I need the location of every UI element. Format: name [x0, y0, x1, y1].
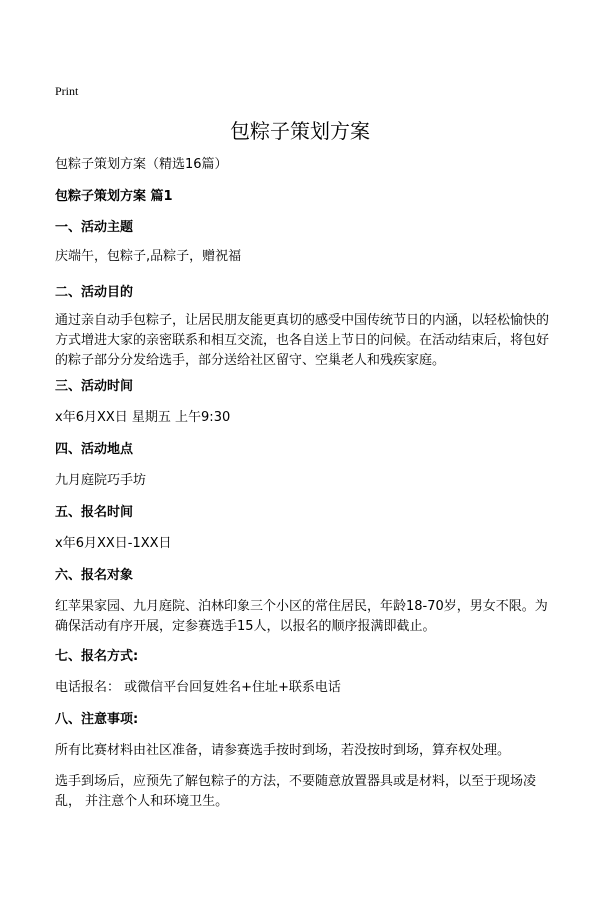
section-heading-signup-method: 七、报名方式: [55, 649, 139, 664]
section-body-theme: 庆端午，包粽子,品粽子，赠祝福 [55, 249, 242, 264]
section-heading-theme: 一、活动主题 [55, 220, 134, 235]
section-heading-purpose: 二、活动目的 [55, 285, 134, 300]
document-subtitle: 包粽子策划方案（精选16篇） [55, 157, 228, 172]
section-heading-location: 四、活动地点 [55, 442, 134, 457]
final-paragraph: 选手到场后，应预先了解包粽子的方法，不要随意放置器具或是材料，以至于现场凌乱， 并注意个人和环境卫生。 [55, 774, 537, 809]
section-body-location: 九月庭院巧手坊 [55, 473, 147, 488]
section-heading-notes: 八、注意事项: [55, 712, 139, 727]
section-body-signup-time: x年6月XX日-1XX日 [55, 536, 172, 551]
article-heading: 包粽子策划方案 篇1 [55, 189, 173, 204]
section-heading-audience: 六、报名对象 [55, 568, 134, 583]
section-body-audience: 红苹果家园、九月庭院、泊林印象三个小区的常住居民，年龄18-70岁，男女不限。为确保活动有序开展，定参赛选手15人，以报名的顺序报满即截止。 [55, 599, 548, 634]
section-heading-signup-time: 五、报名时间 [55, 505, 134, 520]
print-label: Print [55, 84, 79, 98]
section-body-signup-method: 电话报名： 或微信平台回复姓名+住址+联系电话 [55, 680, 341, 695]
section-body-time: x年6月XX日 星期五 上午9:30 [55, 410, 231, 425]
section-body-notes: 所有比赛材料由社区准备，请参赛选手按时到场，若没按时到场，算弃权处理。 [55, 743, 511, 758]
section-heading-time: 三、活动时间 [55, 379, 134, 394]
section-body-purpose: 通过亲自动手包粽子，让居民朋友能更真切的感受中国传统节日的内涵，以轻松愉快的方式增进大家的亲密联系和相互交流，也各自送上节日的问候。在活动结束后，将包好的粽子部分分发给选手，部分送给社区留守、空巢老人和残疾家庭。 [55, 313, 550, 368]
page-title: 包粽子策划方案 [230, 119, 370, 143]
